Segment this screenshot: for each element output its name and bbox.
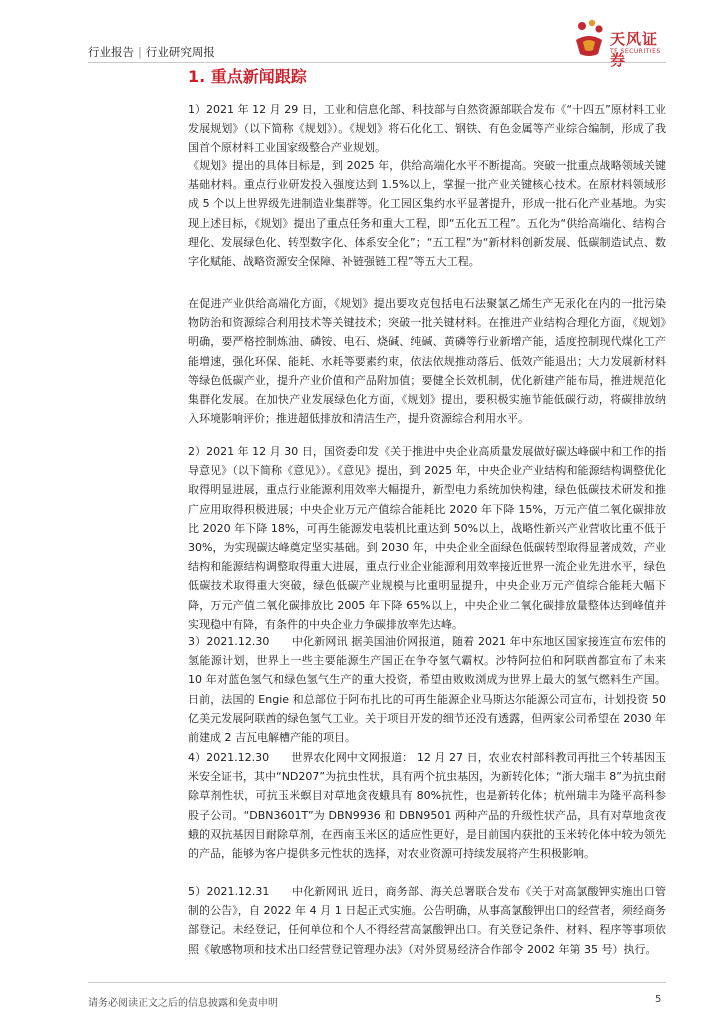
- news-item-2: 2）2021 年 12 月 30 日，国资委印发《关于推进中央企业高质量发展做好碳达峰碳中和工作的指导意见》（以下简称《意见》）。《意见》提出，到 2025 年，中央企业产业结构和能源结构调整优化取得明显进展，重点行业能源利用效率大幅提升，新型电力系统加快构建，绿色低碳技术研发和推广应用取得积极进展；中央企业万元产值综合能耗比 2020 年下降 15%，万元产值二氧化碳排放比 2020 年下降 18%，可再生能源发电装机比重达到 50%以上，战略性新兴产业营收比重不低于 30%，为实现碳达峰奠定坚实基础。到 2030 年，中央企业全面绿色低碳转型取得显著成效，产业结构和能源结构调整取得重大进展，重点行业企业能源利用效率接近世界一流企业先进水平，绿色低碳技术取得重大突破，绿色低碳产业规模与比重明显提升，中央企业万元产值综合能耗大幅下降，万元产值二氧化碳排放比 2005 年下降 65%以上，中央企业二氧化碳排放量整体达到峰值并实现稳中有降，有条件的中央企业力争碳排放率先达峰。: [188, 445, 666, 631]
- page-header: [0, 0, 724, 70]
- news-item-1: 1）2021 年 12 月 29 日，工业和信息化部、科技部与自然资源部联合发布《“十四五”原材料工业发展规划》（以下简称《规划》）。《规划》将石化化工、钢铁、有色金属等产业综合编制，形成了我国首个原材料工业国家级整合产业规划。: [188, 103, 666, 155]
- plan-targets-paragraph: 《规划》提出的具体目标是，到 2025 年，供给高端化水平不断提高。突破一批重点战略领域关键基础材料。重点行业研发投入强度达到 1.5%以上，掌握一批产业关键核心技术。在原材料领域形成 5 个以上世界级先进制造业集群等。化工园区集约水平显著提升，形成一批石化产业基地。为实现上述目标，《规划》提出了重点任务和重大工程，即“五化五工程”。五化为“供给高端化、结构合理化、发展绿色化、转型数字化、体系安全化”；“五工程”为“新材料创新发展、低碳制造试点、数字化赋能、战略资源安全保障、补链强链工程”等五大工程。: [188, 159, 666, 269]
- news-item-4: 4）2021.12.30 世界农化网中文网报道： 12 月 27 日，农业农村部科教司再批三个转基因玉米安全证书，其中“ND207”为抗虫性状，具有两个抗虫基因，为新转化体；“浙大瑞丰 8”为抗虫耐除草剂性状，可抗玉米螟目对草地贪夜蛾具有 80%抗性，也是新转化体；杭州瑞丰为隆平高科参股子公司。“DBN3601T”为 DBN9936 和 DBN9501 两种产品的升级性状产品，具有对草地贪夜蛾的双抗基因目耐除草剂，在西南玉米区的适应性更好，是目前国内获批的玉米转化体中较为领先的产品，能够为客户提供多元性状的选择，对农业资源可持续发展将产生积极影响。: [188, 751, 666, 861]
- report-category: 行业报告: [88, 45, 134, 59]
- news-item-5: 5）2021.12.31 中化新网讯 近日，商务部、海关总署联合发布《关于对高氯酸钾实施出口管制的公告》，自 2022 年 4 月 1 日起正式实施。公告明确，从事高氯酸钾出口的经营者，须经商务部登记。未经登记，任何单位和个人不得经营高氯酸钾出口。有关登记条件、材料、程序等事项依照《敏感物项和技术出口经营登记管理办法》（对外贸易经济合作部令 2002 年第 35 号）执行。: [188, 885, 666, 956]
- page-number: 5: [655, 994, 662, 1005]
- brand-logo: [572, 14, 668, 69]
- footer-divider: [88, 982, 666, 983]
- plan-tasks-paragraph: 在促进产业供给高端化方面，《规划》提出要攻克包括电石法聚氯乙烯生产无汞化在内的一批污染物防治和资源综合利用技术等关键技术；突破一批关键材料。在推进产业结构合理化方面，《规划》明确，要严格控制炼油、磷铵、电石、烧碱、纯碱、黄磷等行业新增产能，适度控制现代煤化工产能增速，强化环保、能耗、水耗等要素约束，依法依规推动落后、低效产能退出；大力发展新材料等绿色低碳产业，提升产业价值和产品附加值；要健全长效机制，优化新建产能布局，推进规范化集群化发展。在加快产业发展绿色化方面，《规划》提出，要积极实施节能低碳行动，将碳排放纳入环境影响评价；推进超低排放和清洁生产，提升资源综合利用水平。: [188, 297, 666, 426]
- section-title: 1. 重点新闻跟踪: [188, 67, 307, 86]
- report-subcategory: 行业研究周报: [145, 45, 215, 59]
- report-type: 行业报告 | 行业研究周报: [88, 45, 215, 59]
- logo-flame-icon: [572, 18, 606, 58]
- header-divider: [88, 62, 666, 63]
- news-item-3: 3）2021.12.30 中化新网讯 据美国油价网报道，随着 2021 年中东地区国家接连宣布宏伟的氢能源计划，世界上一些主要能源生产国正在争夺氢气霸权。沙特阿拉伯和阿联酋都宣布了未来 10 年对蓝色氢气和绿色氢气生产的重大投资，希望由败败浏成为世界上最大的氢气燃料生产国。日前，法国的 Engie 和总部位于阿布扎比的可再生能源企业马斯达尔能源公司宣布，计划投资 50 亿美元发展阿联酋的绿色氢气工业。关于项目开发的细节还没有透露，但两家公司希望在 2030 年前建成 2 吉瓦电解槽产能的项目。: [188, 635, 666, 745]
- logo-text-en: TF SECURITIES: [610, 48, 661, 55]
- footer-disclaimer: 请务必阅读正文之后的信息披露和免责申明: [88, 998, 278, 1009]
- logo-text-cn: 天风证券: [610, 30, 659, 69]
